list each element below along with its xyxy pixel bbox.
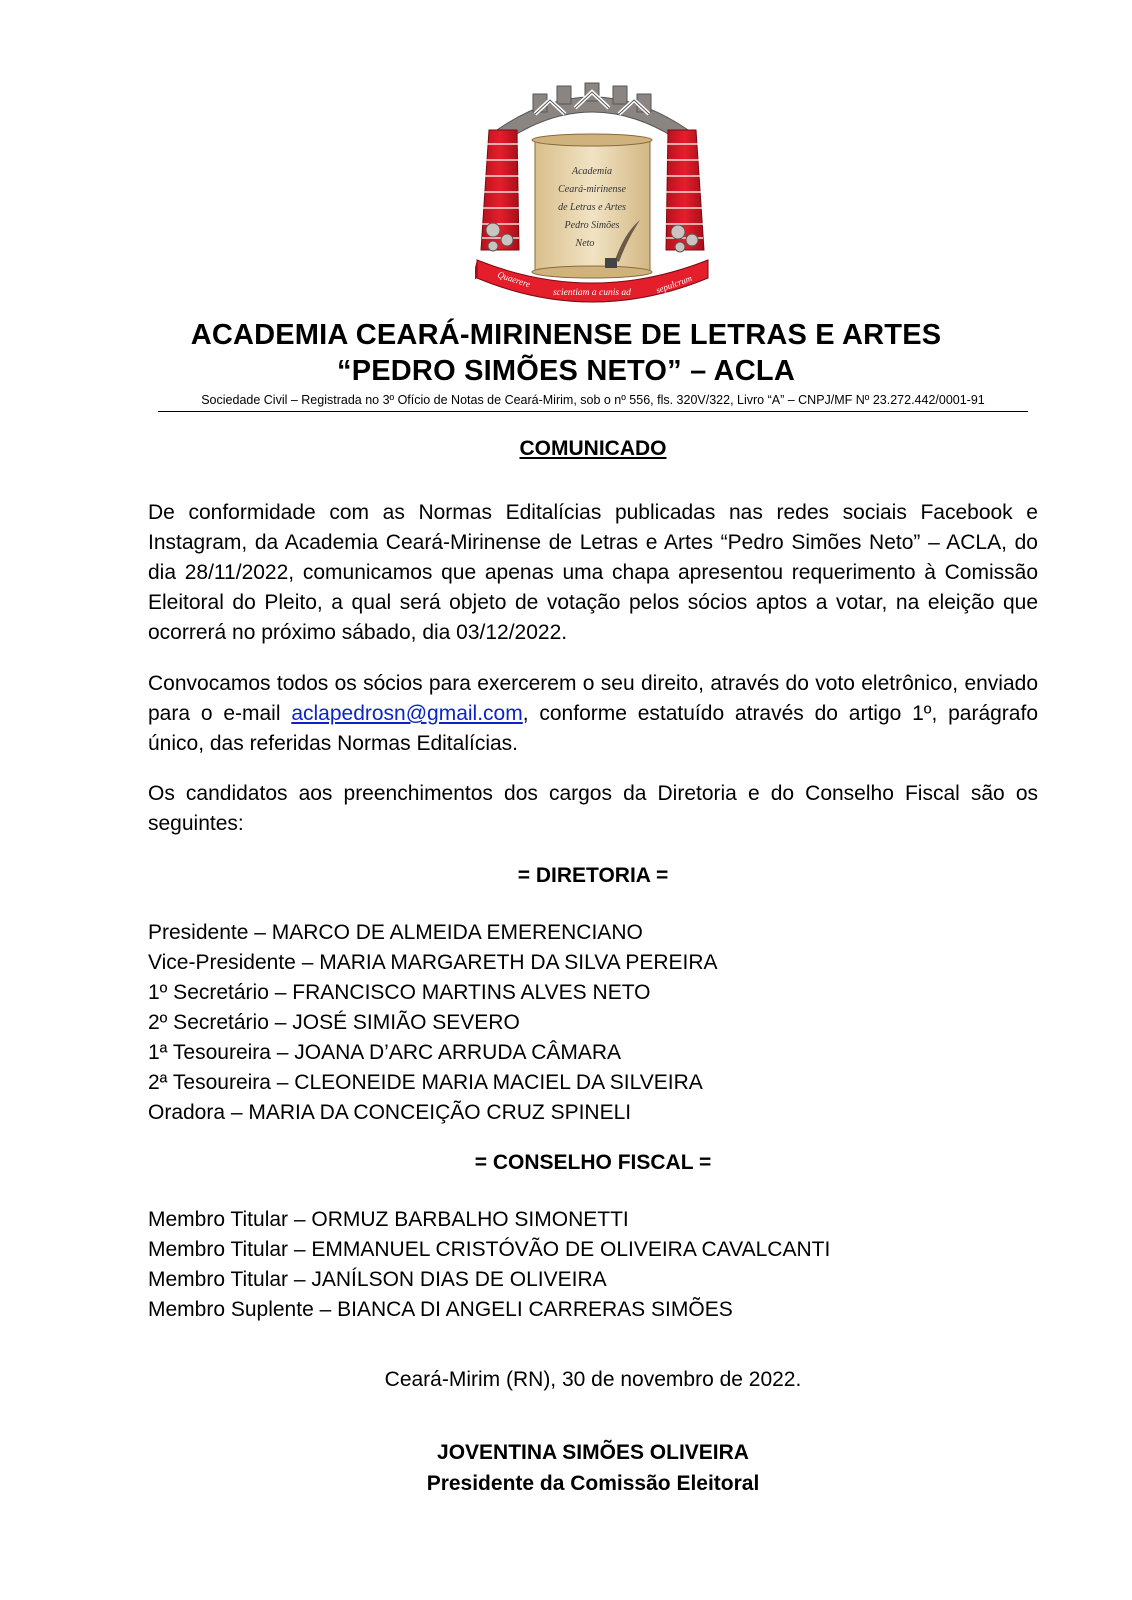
list-item: Membro Titular – ORMUZ BARBALHO SIMONETTI [148, 1208, 629, 1231]
signer-role: Presidente da Comissão Eleitoral [426, 1472, 760, 1495]
parchment-scroll [532, 134, 652, 278]
list-item: Presidente – MARCO DE ALMEIDA EMERENCIANO [148, 921, 643, 944]
ribbon-center-text: scientiam a cunis ad [553, 288, 631, 298]
scroll-line-3: de Letras e Artes [558, 202, 626, 213]
scroll-line-1: Academia [572, 166, 612, 177]
ribbon-right-text: sepulcrum [654, 273, 694, 296]
academy-title-line1: ACADEMIA CEARÁ-MIRINENSE DE LETRAS E ARTES [190, 319, 942, 351]
registration-line: Sociedade Civil – Registrada no 3º Ofício de Notas de Ceará-Mirim, sob o nº 556, fls. 320V/322, Livro “A” – CNPJ/MF Nº 23.272.442/0001-91 [158, 393, 1028, 412]
document-heading: COMUNICADO [519, 437, 667, 460]
conselho-heading: = CONSELHO FISCAL = [474, 1151, 712, 1174]
signer-name: JOVENTINA SIMÕES OLIVEIRA [437, 1441, 749, 1464]
list-item: Membro Titular – EMMANUEL CRISTÓVÃO DE OLIVEIRA CAVALCANTI [148, 1238, 831, 1261]
scroll-line-4: Pedro Simões [564, 220, 620, 231]
paragraph-2-start: Convocamos todos os sócios para exercerem o seu direito, através do voto eletrônico, enviado para o e-mail [148, 672, 1038, 725]
left-pillar [481, 130, 519, 251]
inkwell-icon [605, 258, 617, 268]
email-link[interactable]: aclapedrosn@gmail.com [291, 702, 523, 725]
list-item: 2ª Tesoureira – CLEONEIDE MARIA MACIEL DA SILVEIRA [148, 1071, 703, 1094]
list-item: Vice-Presidente – MARIA MARGARETH DA SILVA PEREIRA [148, 951, 718, 974]
list-item: Oradora – MARIA DA CONCEIÇÃO CRUZ SPINELI [148, 1101, 632, 1124]
paragraph-3: Os candidatos aos preenchimentos dos cargos da Diretoria e do Conselho Fiscal são os seguintes: [148, 782, 1038, 835]
diretoria-list [148, 918, 1038, 1128]
list-item: Membro Titular – JANÍLSON DIAS DE OLIVEIRA [148, 1268, 607, 1291]
conselho-list [148, 1205, 1038, 1325]
right-pillar [666, 130, 704, 252]
arch-crown [497, 83, 688, 138]
list-item: 1ª Tesoureira – JOANA D’ARC ARRUDA CÂMARA [148, 1041, 622, 1064]
list-item: 1º Secretário – FRANCISCO MARTINS ALVES NETO [148, 981, 651, 1004]
ribbon-left-text: Quaerere [496, 269, 532, 290]
academy-logo [475, 82, 710, 314]
list-item: 2º Secretário – JOSÉ SIMIÃO SEVERO [148, 1011, 520, 1034]
scroll-line-5: Neto [575, 238, 595, 249]
scroll-line-2: Ceará-mirinense [558, 184, 626, 195]
paragraph-2 [148, 669, 1038, 759]
academy-title-line2: “PEDRO SIMÕES NETO” – ACLA [337, 355, 795, 387]
diretoria-heading: = DIRETORIA = [517, 864, 669, 887]
list-item: Membro Suplente – BIANCA DI ANGELI CARRERAS SIMÕES [148, 1298, 733, 1321]
date-line: Ceará-Mirim (RN), 30 de novembro de 2022. [384, 1368, 802, 1391]
paragraph-2-end: , conforme estatuído através do artigo 1º, parágrafo único, das referidas Normas Editalícias. [148, 702, 1038, 755]
paragraph-1: De conformidade com as Normas Editalícias publicadas nas redes sociais Facebook e Instagram, da Academia Ceará-Mirinense de Letras e Artes “Pedro Simões Neto” – ACLA, do dia 28/11/2022, comunicamos que apenas uma chapa apresentou requerimento à Comissão Eleitoral do Pleito, a qual será objeto de votação pelos sócios aptos a votar, na eleição que ocorrerá no próximo sábado, dia 03/12/2022. [148, 501, 1038, 644]
